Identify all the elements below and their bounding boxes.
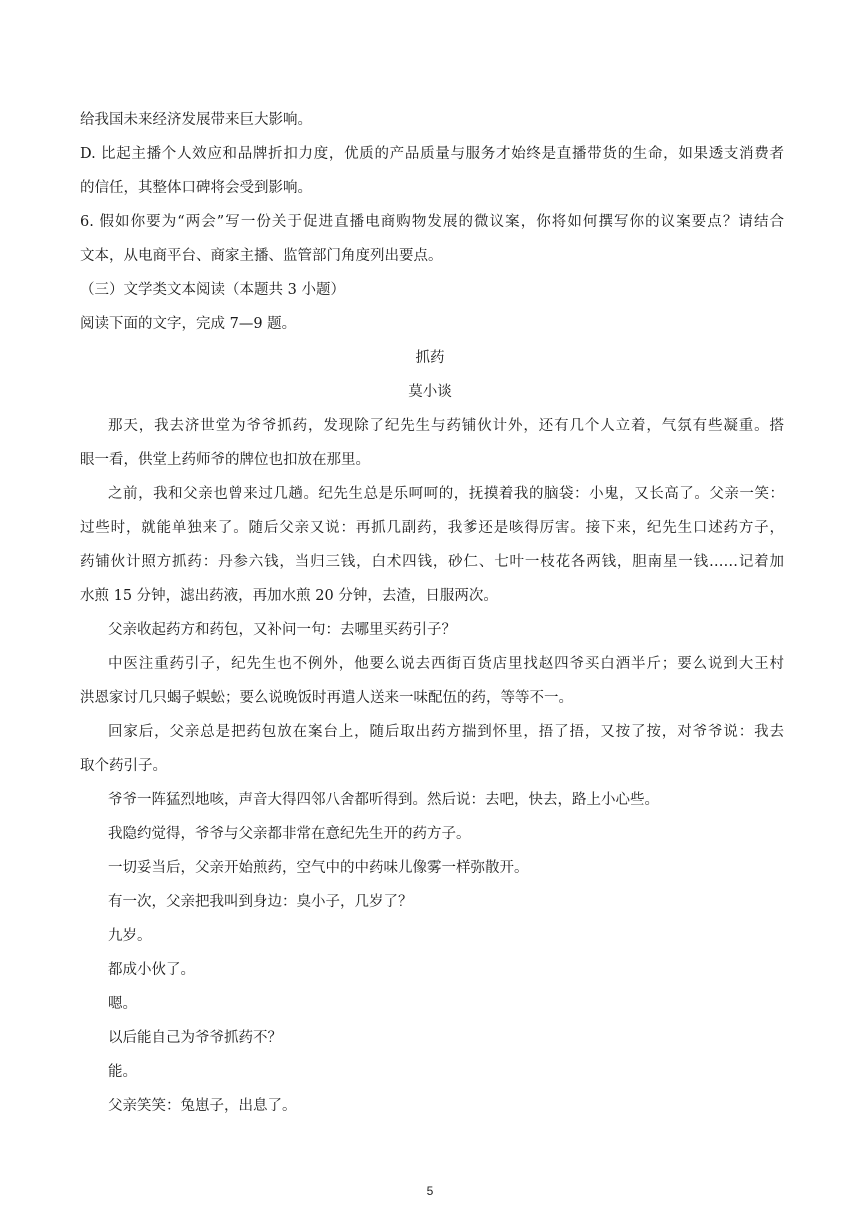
paragraph-9-line-1: 有一次，父亲把我叫到身边：臭小子，几岁了？ <box>108 894 413 910</box>
paragraph-2-line-4: 水煎 15 分钟，滤出药液，再加水煎 20 分钟，去渣，日服两次。 <box>80 588 498 604</box>
paragraph-2-line-3: 药铺伙计照方抓药：丹参六钱，当归三钱，白术四钱，砂仁、七叶一枝花各两钱，胆南星一钱……记着加 <box>80 554 784 570</box>
paragraph-13-line-1: 以后能自己为爷爷抓药不？ <box>108 1030 282 1046</box>
paragraph-11-line-1: 都成小伙了。 <box>108 962 195 978</box>
paragraph-4-line-2: 洪恩家讨几只蝎子蜈蚣；要么说晚饭时再遣人送来一味配伍的药，等等不一。 <box>80 690 573 706</box>
paragraph-5-line-2: 取个药引子。 <box>80 758 167 774</box>
story-title: 抓药 <box>415 350 445 366</box>
paragraph-2-line-2: 过些时，就能单独来了。随后父亲又说：再抓几副药，我爹还是咳得厉害。接下来，纪先生口述药方子， <box>80 520 784 536</box>
section-heading: （三）文学类文本阅读（本题共 3 小题） <box>80 282 345 298</box>
option-d-line-2: 的信任，其整体口碑将会受到影响。 <box>80 180 312 196</box>
page-number: 5 <box>426 1184 434 1198</box>
paragraph-2-line-1: 之前，我和父亲也曾来过几趟。纪先生总是乐呵呵的，抚摸着我的脑袋：小鬼，又长高了。父亲一笑： <box>108 486 784 502</box>
paragraph-1-line-2: 眼一看，供堂上药师爷的牌位也扣放在那里。 <box>80 452 370 468</box>
story-author: 莫小谈 <box>408 384 452 400</box>
text-line: 给我国未来经济发展带来巨大影响。 <box>80 112 312 128</box>
paragraph-14-line-1: 能。 <box>108 1064 137 1080</box>
paragraph-5-line-1: 回家后，父亲总是把药包放在案台上，随后取出药方揣到怀里，捂了捂，又按了按，对爷爷说：我去 <box>108 724 784 740</box>
paragraph-10-line-1: 九岁。 <box>108 928 152 944</box>
paragraph-1-line-1: 那天，我去济世堂为爷爷抓药，发现除了纪先生与药铺伙计外，还有几个人立着，气氛有些凝重。搭 <box>108 418 784 434</box>
paragraph-8-line-1: 一切妥当后，父亲开始煎药，空气中的中药味儿像雾一样弥散开。 <box>108 860 529 876</box>
question-6-line-2: 文本，从电商平台、商家主播、监管部门角度列出要点。 <box>80 248 443 264</box>
option-d-line-1: D. 比起主播个人效应和品牌折扣力度，优质的产品质量与服务才始终是直播带货的生命，如果透支消费者 <box>80 146 784 162</box>
paragraph-12-line-1: 嗯。 <box>108 996 137 1012</box>
paragraph-15-line-1: 父亲笑笑：兔崽子，出息了。 <box>108 1098 297 1114</box>
question-6-line-1: 6. 假如你要为“两会”写一份关于促进直播电商购物发展的微议案，你将如何撰写你的议案要点？请结合 <box>80 214 784 230</box>
paragraph-4-line-1: 中医注重药引子，纪先生也不例外，他要么说去西街百货店里找赵四爷买白酒半斤；要么说到大王村 <box>108 656 784 672</box>
paragraph-7-line-1: 我隐约觉得，爷爷与父亲都非常在意纪先生开的药方子。 <box>108 826 471 842</box>
reading-instruction: 阅读下面的文字，完成 7—9 题。 <box>80 316 297 332</box>
paragraph-6-line-1: 爷爷一阵猛烈地咳，声音大得四邻八舍都听得到。然后说：去吧，快去，路上小心些。 <box>108 792 659 808</box>
paragraph-3-line-1: 父亲收起药方和药包，又补问一句：去哪里买药引子？ <box>108 622 456 638</box>
